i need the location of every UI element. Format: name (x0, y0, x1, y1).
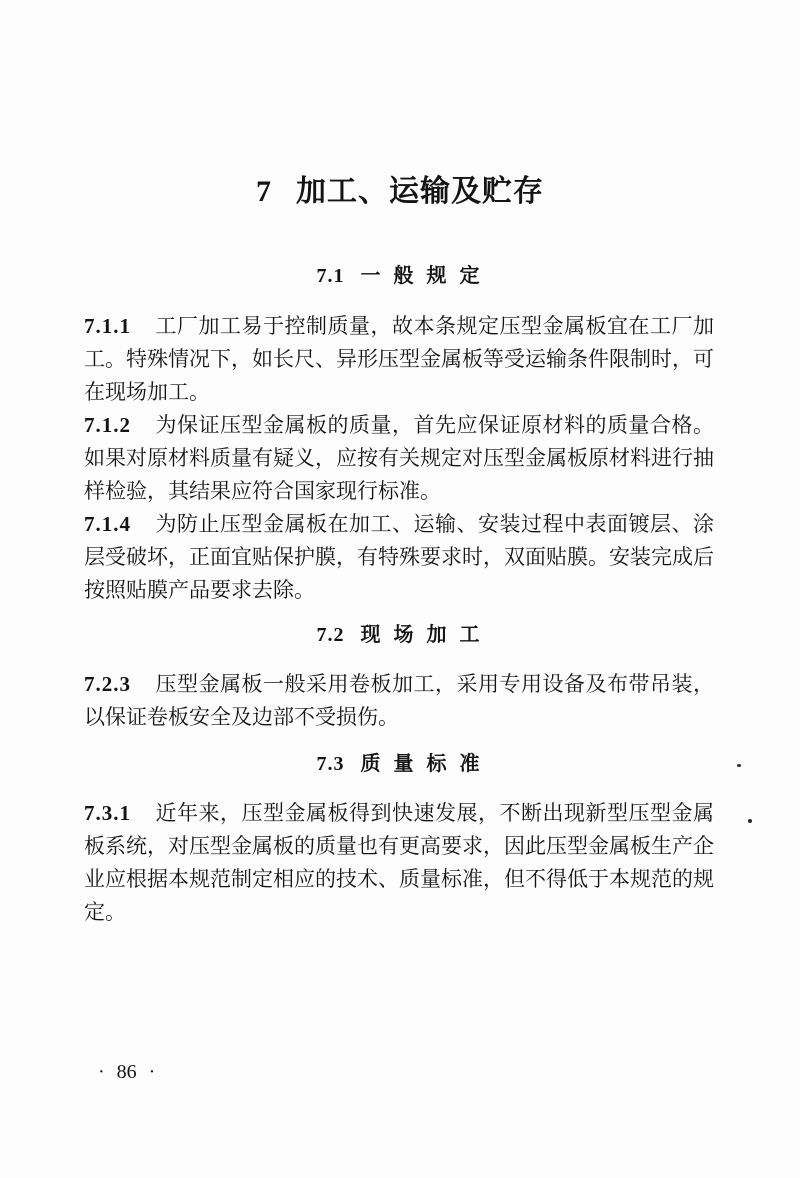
section-7-2-number: 7.2 (316, 624, 345, 646)
section-7-3-title-text: 质 量 标 准 (360, 753, 484, 775)
clause-7-1-2 (84, 409, 714, 508)
section-7-2-title-text: 现 场 加 工 (360, 624, 484, 646)
clause-7-2-3-number: 7.2.3 (84, 672, 131, 696)
clause-7-3-1-number: 7.3.1 (84, 801, 131, 825)
section-7-1-title-text: 一 般 规 定 (360, 265, 484, 287)
section-7-1-heading (0, 262, 800, 290)
section-7-2-heading (0, 621, 800, 649)
section-7-1-number: 7.1 (316, 265, 345, 287)
clause-7-2-3-text: 压型金属板一般采用卷板加工，采用专用设备及布带吊装，以保证卷板安全及边部不受损伤。 (84, 672, 714, 729)
section-7-3 (0, 750, 800, 929)
clause-7-1-2-text: 为保证压型金属板的质量，首先应保证原材料的质量合格。如果对原材料质量有疑义，应按有关规定对压型金属板原材料进行抽样检验，其结果应符合国家现行标准。 (84, 413, 714, 503)
scan-speck-icon (737, 764, 741, 767)
clause-7-1-1 (84, 310, 714, 409)
section-7-3-number: 7.3 (316, 753, 345, 775)
clause-7-1-4-number: 7.1.4 (84, 512, 131, 536)
section-7-1-clauses (0, 310, 800, 607)
clause-7-1-1-text: 工厂加工易于控制质量，故本条规定压型金属板宜在工厂加工。特殊情况下，如长尺、异形压型金属板等受运输条件限制时，可在现场加工。 (84, 314, 714, 404)
chapter-number: 7 (256, 175, 272, 208)
clause-7-3-1 (84, 797, 714, 929)
clause-7-1-1-number: 7.1.1 (84, 314, 131, 338)
chapter-title-text: 加工、运输及贮存 (296, 175, 544, 208)
section-7-3-heading (0, 750, 800, 778)
section-7-2-clauses (0, 668, 800, 734)
clause-7-1-4 (84, 508, 714, 607)
section-7-2 (0, 621, 800, 734)
section-7-1 (0, 262, 800, 607)
clause-7-3-1-text: 近年来，压型金属板得到快速发展，不断出现新型压型金属板系统，对压型金属板的质量也有更高要求，因此压型金属板生产企业应根据本规范制定相应的技术、质量标准，但不得低于本规范的规定。 (84, 801, 714, 924)
clause-7-2-3 (84, 668, 714, 734)
clause-7-1-2-number: 7.1.2 (84, 413, 131, 437)
clause-7-1-4-text: 为防止压型金属板在加工、运输、安装过程中表面镀层、涂层受破坏，正面宜贴保护膜，有特殊要求时，双面贴膜。安装完成后按照贴膜产品要求去除。 (84, 512, 714, 602)
chapter-title (0, 174, 800, 210)
section-7-3-clauses (0, 797, 800, 929)
page-number: · 86 · (98, 1061, 156, 1083)
scan-speck-icon (748, 819, 752, 823)
